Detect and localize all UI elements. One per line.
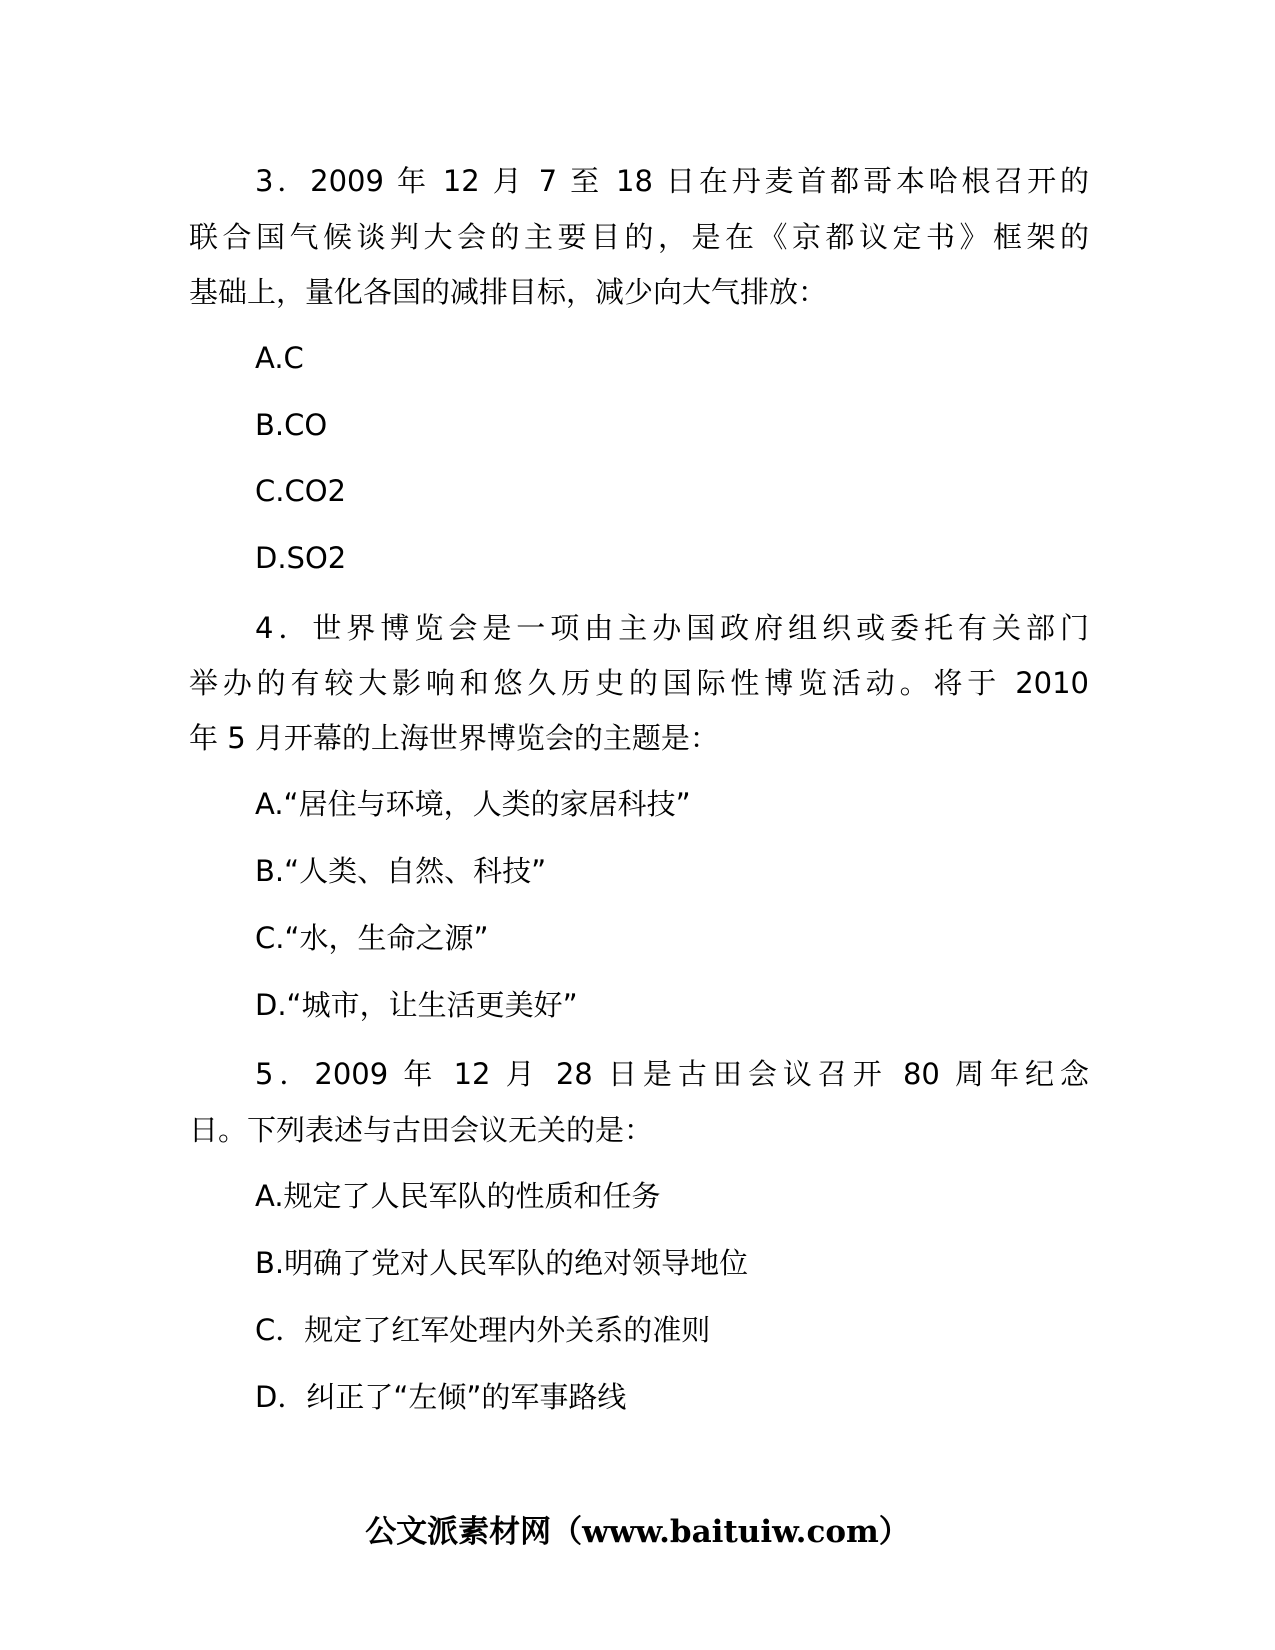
question-5-line-1: 5．2009 年 12 月 28 日是古田会议召开 80 周年纪念 (255, 1057, 1089, 1091)
question-4-option-b: B.“人类、自然、科技” (255, 854, 547, 888)
question-4-option-d: D.“城市，让生活更美好” (255, 988, 578, 1022)
question-4-option-c: C.“水，生命之源” (255, 921, 489, 955)
question-3-option-b: B.CO (255, 408, 328, 442)
question-4-option-a: A.“居住与环境，人类的家居科技” (255, 787, 691, 821)
question-5-option-d: D．纠正了“左倾”的军事路线 (255, 1380, 627, 1414)
question-5-option-c: C．规定了红军处理内外关系的准则 (255, 1313, 711, 1347)
question-3-option-a: A.C (255, 341, 304, 375)
question-5-option-b: B.明确了党对人民军队的绝对领导地位 (255, 1246, 749, 1280)
question-3-line-2: 联合国气候谈判大会的主要目的，是在《京都议定书》框架的 (189, 220, 1089, 254)
question-5-option-a: A.规定了人民军队的性质和任务 (255, 1179, 661, 1213)
question-4-line-3: 年 5 月开幕的上海世界博览会的主题是： (189, 721, 719, 755)
question-3-line-3: 基础上，量化各国的减排目标，减少向大气排放： (189, 275, 828, 309)
question-3-option-d: D.SO2 (255, 541, 347, 575)
question-4-line-1: 4．世界博览会是一项由主办国政府组织或委托有关部门 (255, 611, 1089, 645)
question-3-line-1: 3．2009 年 12 月 7 至 18 日在丹麦首都哥本哈根召开的 (255, 164, 1089, 198)
question-3-option-c: C.CO2 (255, 474, 346, 508)
question-4-line-2: 举办的有较大影响和悠久历史的国际性博览活动。将于 2010 (189, 666, 1089, 700)
question-5-line-2: 日。下列表述与古田会议无关的是： (189, 1113, 654, 1147)
footer-source: 公文派素材网（www.baituiw.com） (365, 1514, 910, 1550)
